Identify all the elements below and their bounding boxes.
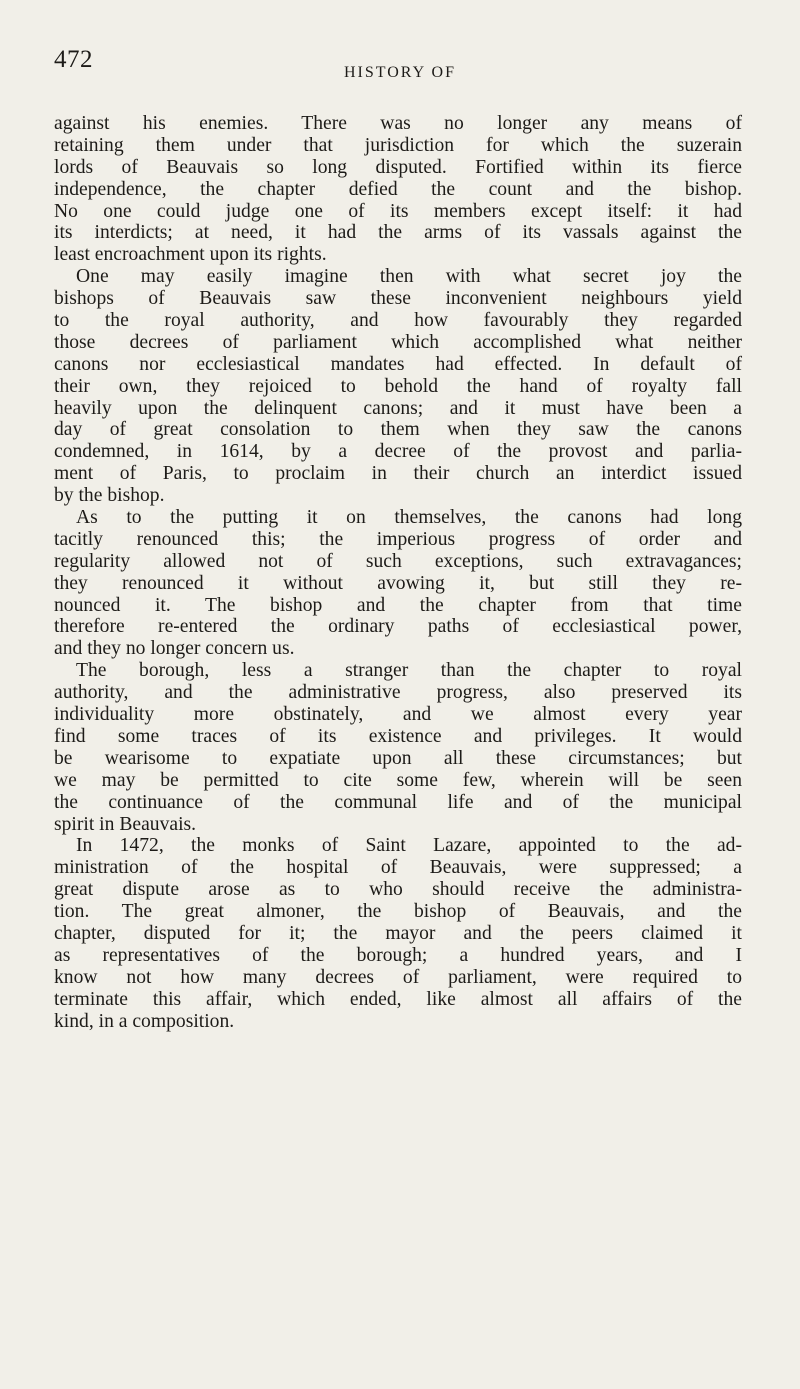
- text-line: great dispute arose as to who should receive the administra-: [54, 879, 742, 901]
- text-line: day of great consolation to them when they saw the canons: [54, 419, 742, 441]
- text-line: tacitly renounced this; the imperious progress of order and: [54, 528, 742, 550]
- text-line: bishops of Beauvais saw these inconvenient neighbours yield: [54, 288, 742, 310]
- text-line: lords of Beauvais so long disputed. Fortified within its fierce: [54, 156, 742, 178]
- text-line: their own, they rejoiced to behold the hand of royalty fall: [54, 375, 742, 397]
- text-line: terminate this affair, which ended, like almost all affairs of the: [54, 988, 742, 1010]
- text-line: individuality more obstinately, and we almost every year: [54, 704, 742, 726]
- text-line: ministration of the hospital of Beauvais, were suppressed; a: [54, 857, 742, 879]
- text-line: know not how many decrees of parliament, were required to: [54, 966, 742, 988]
- text-line: The borough, less a stranger than the chapter to royal: [76, 660, 742, 682]
- text-line: least encroachment upon its rights.: [54, 244, 327, 266]
- text-line: the continuance of the communal life and of the municipal: [54, 791, 742, 813]
- text-line: as representatives of the borough; a hundred years, and I: [54, 944, 742, 966]
- text-line: and they no longer concern us.: [54, 638, 295, 660]
- text-line: nounced it. The bishop and the chapter from that time: [54, 594, 742, 616]
- text-line: they renounced it without avowing it, but still they re-: [54, 572, 742, 594]
- running-head: HISTORY OF: [343, 64, 457, 81]
- text-line: ment of Paris, to proclaim in their church an interdict issued: [54, 463, 742, 485]
- text-line: to the royal authority, and how favourably they regarded: [54, 310, 742, 332]
- page-number: 472: [54, 46, 93, 73]
- text-line: its interdicts; at need, it had the arms of its vassals against the: [54, 222, 742, 244]
- text-line: In 1472, the monks of Saint Lazare, appointed to the ad-: [76, 835, 742, 857]
- text-line: find some traces of its existence and privileges. It would: [54, 725, 742, 747]
- text-line: kind, in a composition.: [54, 1010, 235, 1032]
- text-line: authority, and the administrative progress, also preserved its: [54, 682, 742, 704]
- text-line: canons nor ecclesiastical mandates had effected. In default of: [54, 353, 742, 375]
- text-line: tion. The great almoner, the bishop of Beauvais, and the: [54, 901, 742, 923]
- text-line: regularity allowed not of such exceptions, such extravagances;: [54, 550, 742, 572]
- text-line: independence, the chapter defied the count and the bishop.: [54, 178, 742, 200]
- text-line: therefore re-entered the ordinary paths of ecclesiastical power,: [54, 616, 742, 638]
- text-line: One may easily imagine then with what secret joy the: [76, 266, 742, 288]
- text-line: retaining them under that jurisdiction for which the suzerain: [54, 134, 742, 156]
- text-line: No one could judge one of its members except itself: it had: [54, 200, 742, 222]
- text-line: be wearisome to expatiate upon all these circumstances; but: [54, 747, 742, 769]
- text-line: by the bishop.: [54, 485, 165, 507]
- text-line: heavily upon the delinquent canons; and it must have been a: [54, 397, 742, 419]
- text-line: against his enemies. There was no longer any means of: [54, 113, 742, 134]
- text-line: condemned, in 1614, by a decree of the provost and parlia-: [54, 441, 742, 463]
- text-line: those decrees of parliament which accomplished what neither: [54, 331, 742, 353]
- text-line: we may be permitted to cite some few, wherein will be seen: [54, 769, 742, 791]
- text-line: spirit in Beauvais.: [54, 813, 197, 835]
- text-line: As to the putting it on themselves, the canons had long: [76, 507, 742, 529]
- text-line: chapter, disputed for it; the mayor and the peers claimed it: [54, 922, 742, 944]
- body-text: [54, 113, 742, 1032]
